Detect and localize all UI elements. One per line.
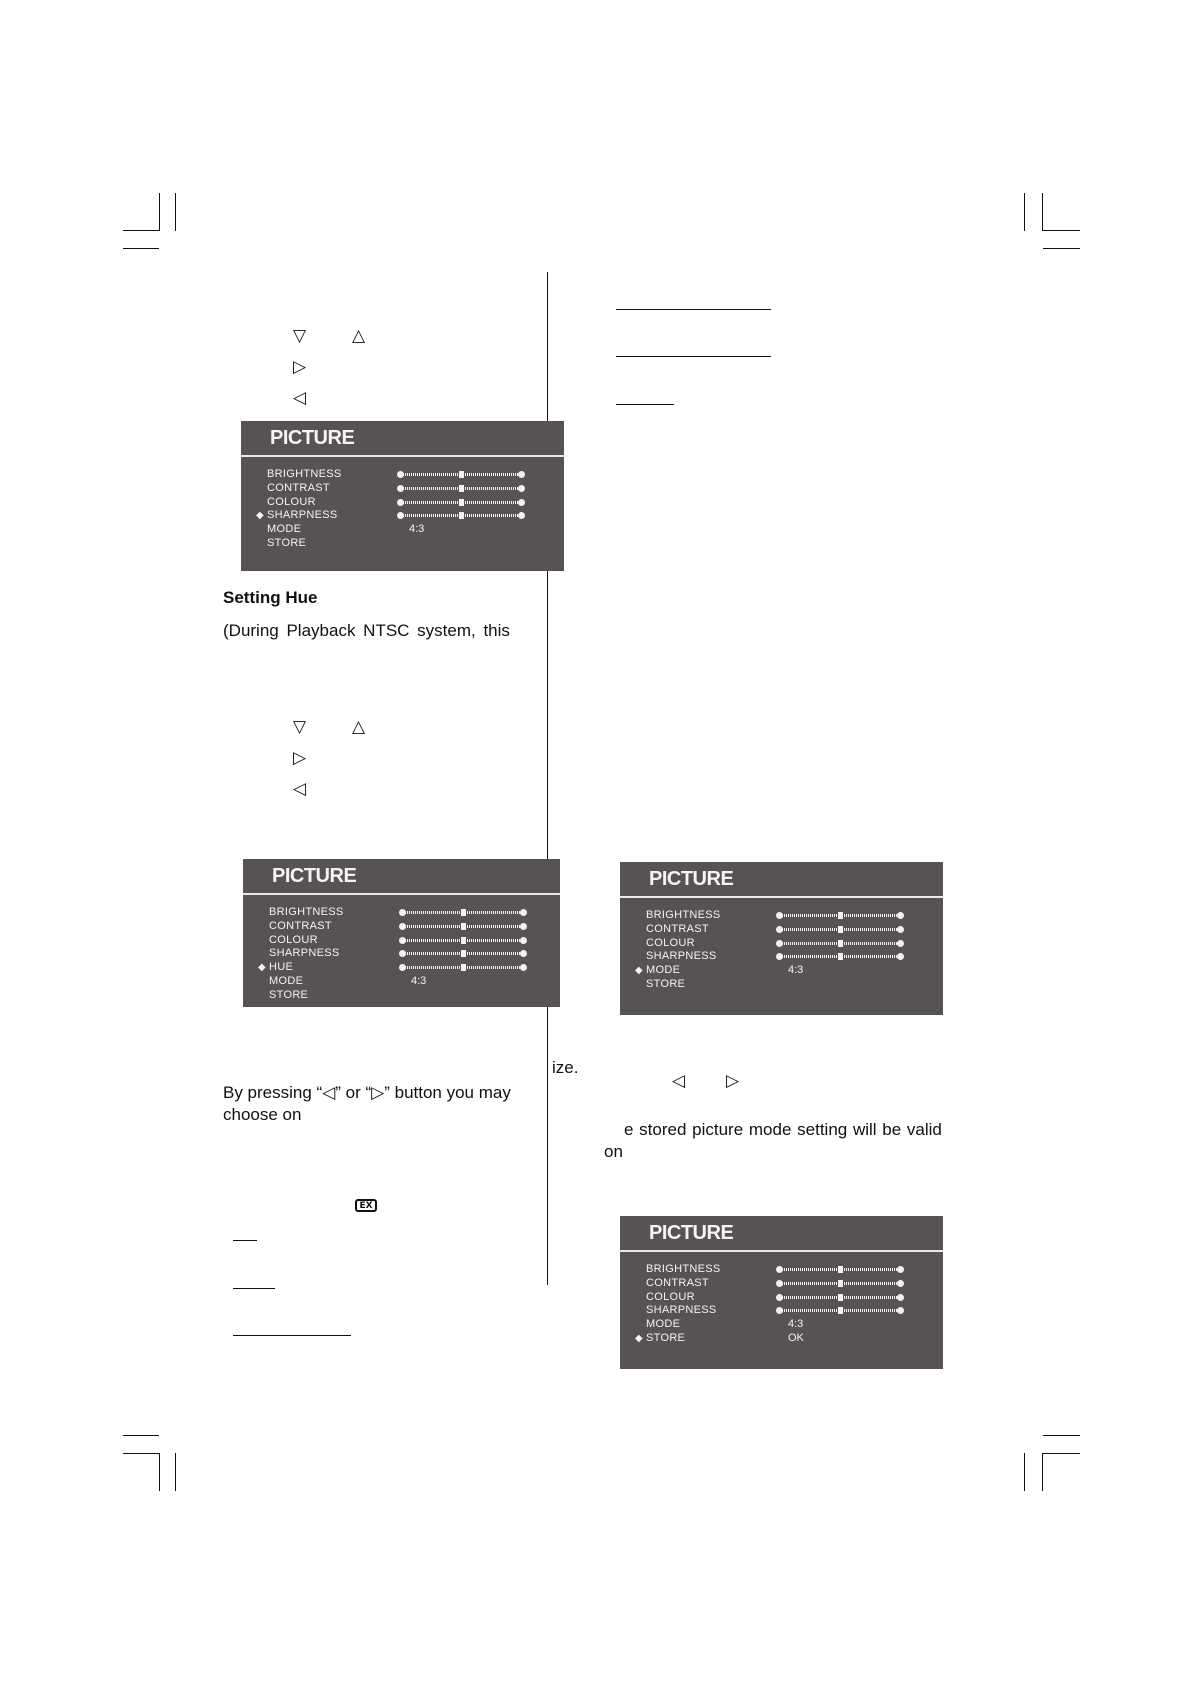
menu-item-hue[interactable] [258, 961, 569, 974]
underline-3 [233, 1335, 351, 1336]
slider-knob[interactable] [837, 939, 844, 948]
slider-knob[interactable] [837, 952, 844, 961]
menu-item-mode[interactable] [635, 964, 946, 977]
up-arrow-icon: △ [352, 326, 366, 346]
level-slider[interactable] [399, 909, 527, 916]
menu-title-divider [241, 455, 564, 457]
underline-right-3 [616, 404, 674, 405]
menu-item-label: SHARPNESS [269, 947, 340, 960]
stored-mode-text: e stored picture mode setting will be valid [624, 1120, 942, 1139]
menu-item-label: COLOUR [269, 933, 318, 946]
menu-item-value: OK [788, 1332, 804, 1344]
underline-right-2 [616, 356, 771, 357]
underline-1 [233, 1240, 257, 1241]
underline-right-1 [616, 309, 771, 310]
left-arrow-icon: ◁ [293, 779, 307, 799]
menu-item-label: HUE [269, 961, 294, 974]
slider-knob[interactable] [458, 511, 465, 520]
menu-item-label: SHARPNESS [646, 950, 717, 963]
menu-item-mode[interactable] [646, 1318, 946, 1331]
picture-menu-mode [620, 862, 943, 1015]
slider-knob[interactable] [837, 1265, 844, 1274]
menu-title: PICTURE [649, 868, 734, 890]
menu-item-label: SHARPNESS [267, 509, 338, 522]
menu-item-contrast[interactable] [269, 920, 569, 933]
selection-marker-icon: ◆ [635, 965, 643, 977]
menu-item-label: STORE [646, 978, 686, 990]
up-arrow-icon: △ [352, 717, 366, 737]
selection-marker-icon: ◆ [258, 962, 266, 974]
menu-item-colour[interactable] [646, 937, 946, 950]
level-slider[interactable] [776, 1266, 904, 1273]
menu-item-label: MODE [646, 1318, 681, 1331]
menu-item-store[interactable] [635, 1332, 946, 1345]
slider-knob[interactable] [837, 1279, 844, 1288]
menu-item-label: BRIGHTNESS [646, 1263, 721, 1275]
slider-knob[interactable] [837, 1293, 844, 1302]
level-slider[interactable] [776, 940, 904, 947]
selection-marker-icon: ◆ [635, 1333, 643, 1344]
level-slider[interactable] [397, 512, 525, 519]
level-slider[interactable] [399, 923, 527, 930]
slider-knob[interactable] [460, 949, 467, 958]
level-slider[interactable] [776, 1307, 904, 1314]
menu-item-sharpness[interactable] [646, 950, 946, 963]
pressing-instruction-text: By pressing “◁” or “▷” button you may [223, 1083, 511, 1102]
slider-knob[interactable] [458, 484, 465, 493]
slider-knob[interactable] [837, 925, 844, 934]
slider-knob[interactable] [460, 936, 467, 945]
menu-item-sharpness[interactable] [256, 509, 567, 522]
right-arrow-icon: ▷ [293, 748, 307, 768]
slider-knob[interactable] [837, 911, 844, 920]
menu-item-brightness[interactable] [267, 468, 567, 481]
menu-item-label: BRIGHTNESS [269, 906, 344, 918]
menu-item-mode[interactable] [269, 975, 569, 988]
level-slider[interactable] [776, 926, 904, 933]
menu-item-brightness[interactable] [646, 909, 946, 922]
level-slider[interactable] [776, 1280, 904, 1287]
menu-item-sharpness[interactable] [646, 1304, 946, 1317]
menu-item-label: CONTRAST [269, 919, 332, 932]
selection-marker-icon: ◆ [256, 510, 264, 522]
level-slider[interactable] [397, 499, 525, 506]
underline-2 [233, 1288, 275, 1289]
menu-item-colour[interactable] [646, 1291, 946, 1304]
right-arrow-icon: ▷ [293, 357, 307, 377]
menu-item-colour[interactable] [269, 934, 569, 947]
menu-item-label: COLOUR [646, 936, 695, 949]
menu-title: PICTURE [272, 865, 357, 887]
menu-item-label: MODE [646, 964, 681, 977]
menu-title: PICTURE [270, 427, 355, 449]
slider-knob[interactable] [460, 922, 467, 931]
right-arrow-icon: ▷ [726, 1071, 740, 1091]
menu-item-contrast[interactable] [646, 923, 946, 936]
menu-title-divider [620, 896, 943, 898]
level-slider[interactable] [399, 950, 527, 957]
menu-item-label: COLOUR [267, 495, 316, 508]
menu-item-label: MODE [269, 975, 304, 987]
menu-item-label: STORE [267, 537, 307, 549]
menu-item-label: CONTRAST [267, 481, 330, 494]
menu-item-store[interactable] [646, 978, 946, 991]
menu-item-brightness[interactable] [646, 1263, 946, 1276]
slider-knob[interactable] [837, 1306, 844, 1315]
menu-title-divider [620, 1250, 943, 1252]
menu-item-store[interactable] [269, 989, 569, 1002]
menu-item-label: MODE [267, 523, 302, 536]
choose-text: choose on [223, 1105, 302, 1124]
level-slider[interactable] [776, 1294, 904, 1301]
stored-mode-text-continued: on [604, 1142, 623, 1161]
menu-item-label: STORE [646, 1332, 686, 1344]
menu-item-mode[interactable] [267, 523, 567, 536]
menu-item-value: 4:3 [788, 964, 804, 977]
slider-knob[interactable] [458, 498, 465, 507]
slider-knob[interactable] [460, 963, 467, 972]
level-slider[interactable] [776, 953, 904, 960]
menu-item-value: 4:3 [409, 523, 425, 536]
hue-intro-text: (During Playback NTSC system, this [223, 621, 510, 640]
menu-title-divider [243, 893, 560, 895]
level-slider[interactable] [397, 471, 525, 478]
level-slider[interactable] [399, 937, 527, 944]
menu-item-label: BRIGHTNESS [267, 468, 342, 480]
picture-menu-store [620, 1216, 943, 1369]
level-slider[interactable] [399, 964, 527, 971]
menu-item-brightness[interactable] [269, 906, 569, 919]
down-arrow-icon: ▽ [293, 326, 307, 346]
menu-item-value: 4:3 [788, 1318, 804, 1331]
menu-item-contrast[interactable] [646, 1277, 946, 1290]
picture-menu-sharpness [241, 421, 564, 571]
menu-item-label: CONTRAST [646, 922, 709, 935]
ex-button-icon: EX [355, 1199, 377, 1212]
menu-item-colour[interactable] [267, 496, 567, 509]
picture-menu-hue [243, 859, 560, 1007]
menu-item-label: BRIGHTNESS [646, 909, 721, 921]
level-slider[interactable] [397, 485, 525, 492]
left-arrow-icon: ◁ [672, 1071, 686, 1091]
menu-item-sharpness[interactable] [269, 947, 569, 960]
left-arrow-icon: ◁ [293, 388, 307, 408]
menu-item-store[interactable] [267, 537, 567, 550]
size-text-fragment: ize. [552, 1058, 579, 1077]
menu-item-contrast[interactable] [267, 482, 567, 495]
level-slider[interactable] [776, 912, 904, 919]
menu-item-value: 4:3 [411, 975, 427, 987]
down-arrow-icon: ▽ [293, 717, 307, 737]
slider-knob[interactable] [460, 908, 467, 917]
menu-item-label: COLOUR [646, 1290, 695, 1303]
menu-item-label: STORE [269, 988, 309, 1001]
slider-knob[interactable] [458, 470, 465, 479]
setting-hue-heading: Setting Hue [223, 588, 318, 607]
menu-title: PICTURE [649, 1222, 734, 1244]
menu-item-label: SHARPNESS [646, 1304, 717, 1317]
menu-item-label: CONTRAST [646, 1276, 709, 1289]
